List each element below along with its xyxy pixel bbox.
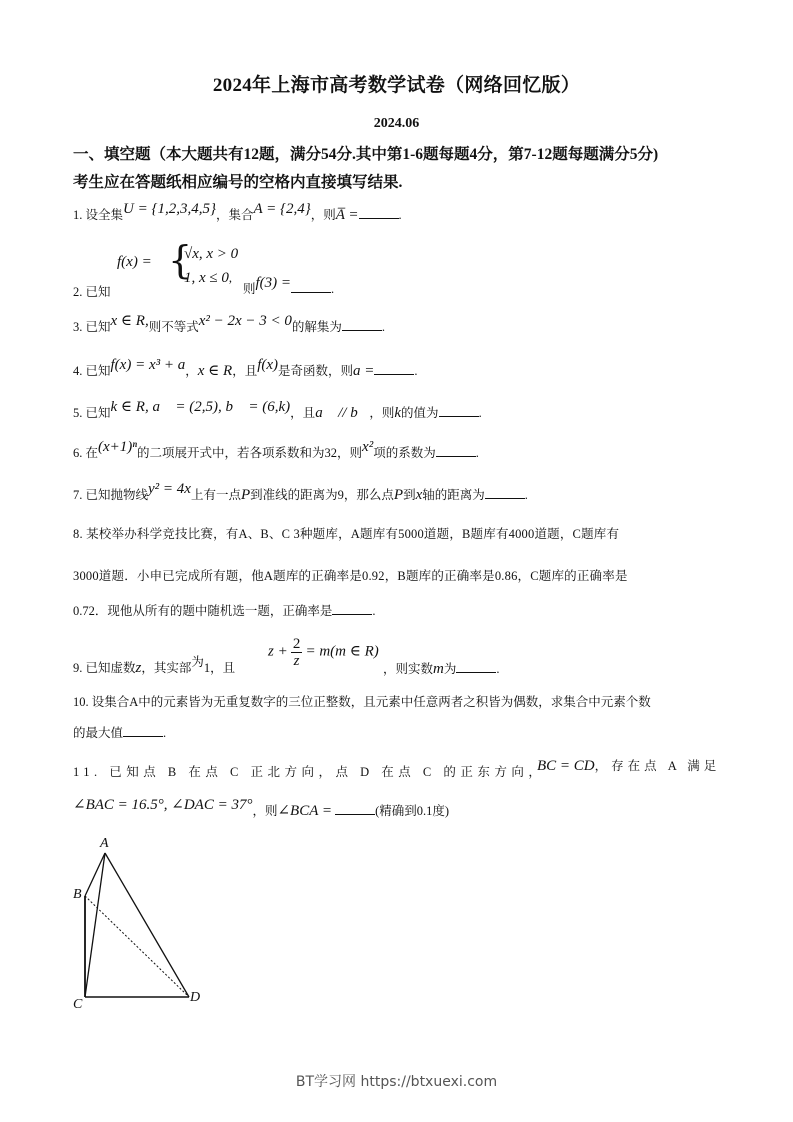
- question-2-case2: 1, x ≤ 0,: [184, 270, 233, 286]
- fraction: $\frac{2}{z}$: [292, 636, 301, 669]
- piecewise-brace: {: [168, 238, 193, 282]
- question-3: 3. 已知x ∈ R,则不等式x² − 2x − 3 < 0的解集为 .: [73, 313, 386, 334]
- math-universal-set: U = {1,2,3,4,5}: [123, 201, 216, 217]
- math-complement: A̅ =: [335, 207, 359, 223]
- section-instruction: 考生应在答题纸相应编号的空格内直接填写结果.: [73, 174, 403, 191]
- paper-title: 2024年上海市高考数学试卷（网络回忆版）: [212, 75, 581, 96]
- question-11-line1: 11. 已知点 B 在点 C 正北方向，点 D 在点 C 的正东方向，: [73, 765, 546, 779]
- question-6: 6. 在(x+1)ⁿ的二项展开式中，若各项系数和为32，则x²项的系数为 .: [73, 439, 479, 460]
- question-2: 2. 已知: [73, 285, 111, 299]
- segment-bd-dashed: [85, 896, 189, 997]
- question-8-line3: 0.72．现他从所有的题中随机选一题，正确率是 .: [73, 604, 376, 618]
- label-a: A: [100, 836, 109, 851]
- label-d: D: [190, 990, 201, 1005]
- paper-date: 2024.06: [373, 116, 420, 131]
- question-2-case1: √x, x > 0: [184, 246, 239, 262]
- math-set-a: A = {2,4}: [253, 201, 311, 217]
- question-9: 9. 已知虚数z，其实部为1，且: [73, 655, 236, 676]
- question-9-equation: z + $\frac{2}{z}$ = m(m ∈ R): [268, 636, 379, 669]
- label-c: C: [73, 997, 83, 1012]
- question-1: 1. 设全集U = {1,2,3,4,5}，集合A = {2,4}，则A̅ = .: [73, 201, 402, 223]
- question-5: 5. 已知k ∈ R, a⃗ = (2,5), b⃗ = (6,k)，且a⃗ // b⃗，则k的值为 .: [73, 399, 482, 421]
- question-8-line2: 3000道题．小申已完成所有题，他A题库的正确率是0.92，B题库的正确率是0.86，C题库的正确率是: [73, 569, 628, 583]
- section-heading: 一、填空题（本大题共有12题，满分54分.其中第1-6题每题4分，第7-12题每题满分5分): [73, 146, 659, 163]
- question-2-tail: 则f(3) = .: [243, 275, 335, 296]
- question-10-line1: 10. 设集合A中的元素皆为无重复数字的三位正整数，且元素中任意两者之积皆为偶数，求集合中元素个数: [73, 695, 651, 709]
- question-11-line1-math: BC = CD，存在点 A 满足: [537, 758, 721, 774]
- question-2-function: f(x) =: [117, 254, 152, 270]
- question-11-line2: ∠BAC = 16.5°, ∠DAC = 37°，则∠BCA = (精确到0.1度): [73, 797, 450, 819]
- segment-ad: [105, 853, 189, 997]
- watermark-footer: BT学习网 https://btxuexi.com: [295, 1074, 498, 1090]
- question-4: 4. 已知f(x) = x³ + a，x ∈ R，且f(x)是奇函数，则a = .: [73, 357, 418, 379]
- question-7: 7. 已知抛物线y² = 4x上有一点P到准线的距离为9，那么点P到x轴的距离为 .: [73, 481, 528, 503]
- question-10-line2: 的最大值 .: [73, 726, 167, 740]
- label-b: B: [73, 887, 82, 902]
- question-8-line1: 8. 某校举办科学竞技比赛，有A、B、C 3种题库，A题库有5000道题，B题库有4000道题，C题库有: [73, 527, 620, 541]
- question-9-tail: ，则实数m为 .: [383, 661, 500, 677]
